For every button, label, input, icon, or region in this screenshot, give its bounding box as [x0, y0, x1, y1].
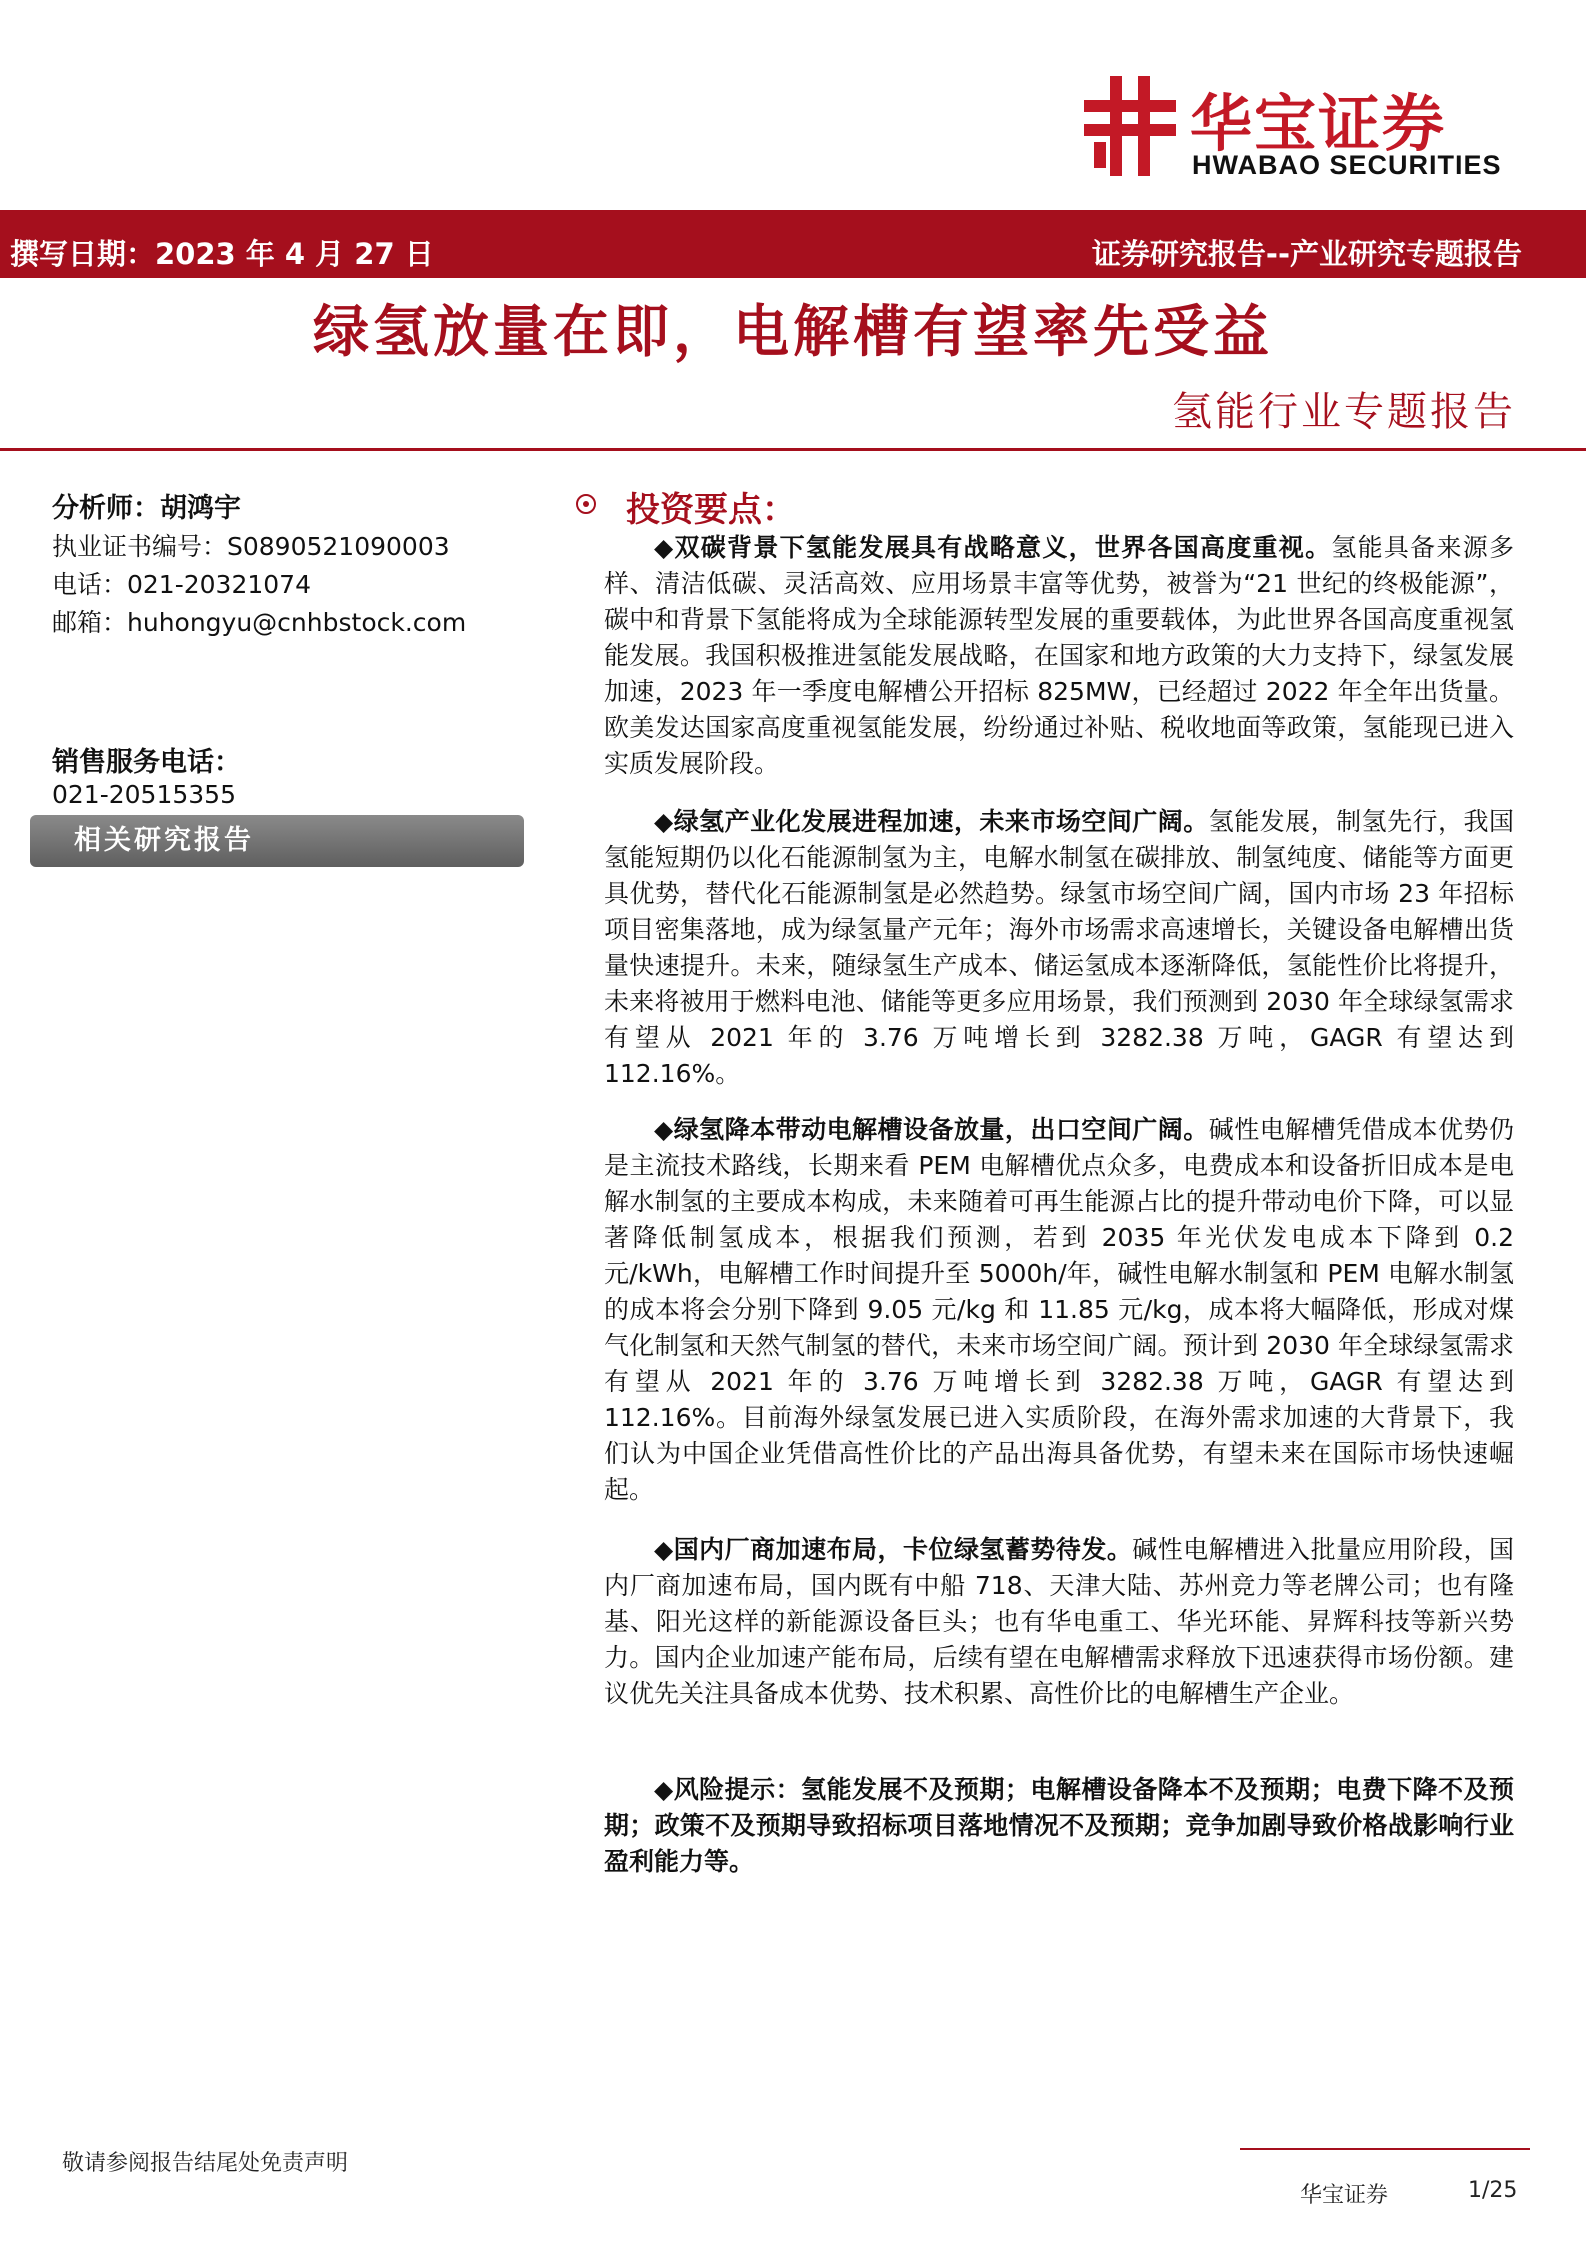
analyst-license: 执业证书编号：S0890521090003 — [52, 532, 450, 561]
point-lead: ◆风险提示：氢能发展不及预期；电解槽设备降本不及预期；电费下降不及预期；政策不及预期导致招标项目落地情况不及预期；竞争加剧导致价格战影响行业盈利能力等。 — [604, 1775, 1514, 1876]
investment-point — [604, 1112, 1514, 1508]
analyst-name: 分析师：胡鸿宇 — [52, 493, 241, 524]
hwabao-logo-icon — [1080, 70, 1180, 180]
point-lead: ◆国内厂商加速布局，卡位绿氢蓄势待发。 — [654, 1535, 1133, 1564]
point-lead: ◆绿氢降本带动电解槽设备放量，出口空间广阔。 — [654, 1115, 1209, 1144]
risk-warning — [604, 1772, 1514, 1880]
investment-points-title: 投资要点： — [626, 490, 796, 530]
analyst-phone: 电话：021-20321074 — [52, 570, 311, 599]
disclaimer-note: 敬请参阅报告结尾处免责声明 — [62, 2151, 349, 2176]
logo-english-name: HWABAO SECURITIES — [1192, 150, 1502, 180]
target-icon — [576, 494, 596, 514]
page-title: 绿氢放量在即，电解槽有望率先受益 — [313, 299, 1273, 365]
report-type: 证券研究报告--产业研究专题报告 — [1091, 237, 1522, 271]
investment-point — [604, 530, 1514, 782]
page-number: 1/25 — [1468, 2178, 1518, 2203]
title-divider — [0, 448, 1586, 451]
sales-label: 销售服务电话： — [52, 747, 241, 778]
analyst-email[interactable]: 邮箱：huhongyu@cnhbstock.com — [52, 608, 467, 637]
sales-phone: 021-20515355 — [52, 780, 236, 809]
point-body: 氢能发展，制氢先行，我国氢能短期仍以化石能源制氢为主，电解水制氢在碳排放、制氢纯度、储能等方面更具优势，替代化石能源制氢是必然趋势。绿氢市场空间广阔，国内市场 23 年招标项目密集落地，成为绿氢量产元年；海外市场需求高速增长，关键设备电解槽出货量快速提升。未来，随绿氢生产成本、储运氢成本逐渐降低，氢能性价比将提升，未来将被用于燃料电池、储能等更多应用场景，我们预测到 2030 年全球绿氢需求有望从 2021 年的 3.76 万吨增长到 3282.38 万吨，GAGR 有望达到 112.16%。 — [604, 807, 1514, 1088]
page-subtitle: 氢能行业专题报告 — [1172, 389, 1516, 435]
footer-brand: 华宝证券 — [1300, 2183, 1389, 2208]
point-body: 碱性电解槽凭借成本优势仍是主流技术路线，长期来看 PEM 电解槽优点众多，电费成本和设备折旧成本是电解水制氢的主要成本构成，未来随着可再生能源占比的提升带动电价下降，可以显著降低制氢成本，根据我们预测，若到 2035 年光伏发电成本下降到 0.2 元/kWh，电解槽工作时间提升至 5000h/年，碱性电解水制氢和 PEM 电解水制氢的成本将会分别下降到 9.05 元/kg 和 11.85 元/kg，成本将大幅降低，形成对煤气化制氢和天然气制氢的替代，未来市场空间广阔。预计到 2030 年全球绿氢需求有望从 2021 年的 3.76 万吨增长到 3282.38 万吨，GAGR 有望达到 112.16%。目前海外绿氢发展已进入实质阶段，在海外需求加速的大背景下，我们认为中国企业凭借高性价比的产品出海具备优势，有望未来在国际市场快速崛起。 — [604, 1115, 1514, 1504]
investment-point — [604, 804, 1514, 1092]
point-body: 碱性电解槽进入批量应用阶段，国内厂商加速布局，国内既有中船 718、天津大陆、苏州竞力等老牌公司；也有隆基、阳光这样的新能源设备巨头；也有华电重工、华光环能、昇辉科技等新兴势力。国内企业加速产能布局，后续有望在电解槽需求释放下迅速获得市场份额。建议优先关注具备成本优势、技术积累、高性价比的电解槽生产企业。 — [604, 1535, 1514, 1708]
investment-point — [604, 1532, 1514, 1712]
point-body: 氢能具备来源多样、清洁低碳、灵活高效、应用场景丰富等优势，被誉为“21 世纪的终极能源”，碳中和背景下氢能将成为全球能源转型发展的重要载体，为此世界各国高度重视氢能发展。我国积极推进氢能发展战略，在国家和地方政策的大力支持下，绿氢发展加速，2023 年一季度电解槽公开招标 825MW，已经超过 2022 年全年出货量。欧美发达国家高度重视氢能发展，纷纷通过补贴、税收地面等政策，氢能现已进入实质发展阶段。 — [604, 533, 1514, 778]
point-lead: ◆双碳背景下氢能发展具有战略意义，世界各国高度重视。 — [654, 533, 1332, 562]
point-lead: ◆绿氢产业化发展进程加速，未来市场空间广阔。 — [654, 807, 1209, 836]
logo-chinese-name: 华宝证券 — [1190, 87, 1447, 160]
related-reports-header[interactable]: 相关研究报告 — [30, 815, 524, 867]
footer-divider — [1240, 2148, 1530, 2150]
report-date: 撰写日期：2023 年 4 月 27 日 — [10, 237, 434, 271]
company-logo — [1080, 70, 1540, 190]
